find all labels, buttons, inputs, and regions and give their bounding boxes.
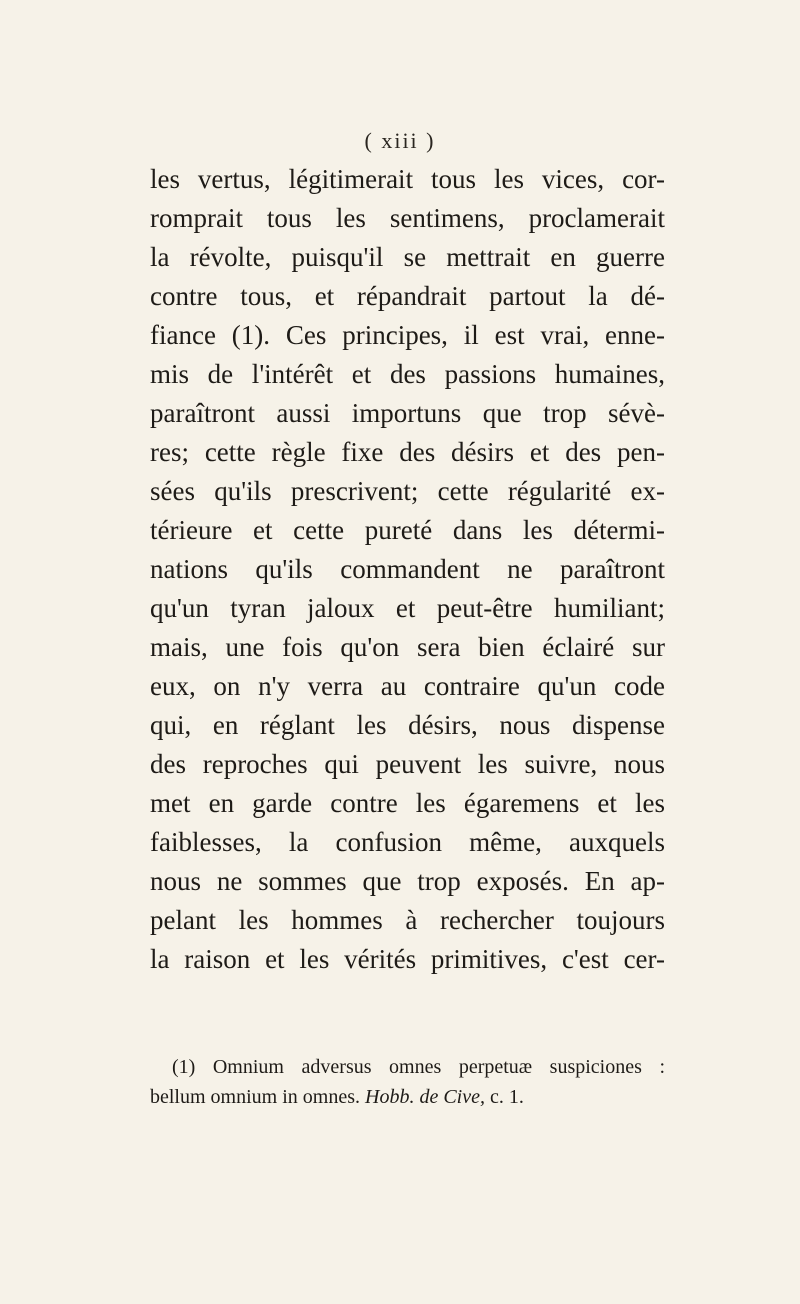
text-line: romprait tous les sentimens, proclamerait — [150, 203, 665, 233]
text-line: les vertus, légitimerait tous les vices, cor- — [150, 164, 665, 194]
text-line: des reproches qui peuvent les suivre, nous — [150, 749, 665, 779]
text-line: pelant les hommes à rechercher toujours — [150, 905, 665, 935]
page-number: ( xiii ) — [364, 128, 436, 153]
text-line: res; cette règle fixe des désirs et des pen- — [150, 437, 665, 467]
text-line: nations qu'ils commandent ne paraîtront — [150, 554, 665, 584]
footnote-text: bellum omnium in omnes. — [150, 1086, 360, 1108]
text-line: térieure et cette pureté dans les détermi- — [150, 515, 665, 545]
text-line: sées qu'ils prescrivent; cette régularité ex- — [150, 476, 665, 506]
text-line: fiance (1). Ces principes, il est vrai, enne- — [150, 320, 665, 350]
text-line: mais, une fois qu'on sera bien éclairé sur — [150, 632, 665, 662]
body-text — [150, 160, 665, 979]
footnote — [150, 1052, 665, 1112]
text-line: qu'un tyran jaloux et peut-être humiliant; — [150, 593, 665, 623]
text-line: nous ne sommes que trop exposés. En ap- — [150, 866, 665, 896]
text-line: faiblesses, la confusion même, auxquels — [150, 827, 665, 857]
text-line: la révolte, puisqu'il se mettrait en guerre — [150, 242, 665, 272]
text-line: contre tous, et répandrait partout la dé- — [150, 281, 665, 311]
text-line: la raison et les vérités primitives, c'est cer- — [150, 944, 665, 974]
footnote-line: (1) Omnium adversus omnes perpetuæ suspiciones : — [172, 1056, 665, 1078]
footnote-citation: Hobb. de Cive, — [365, 1086, 485, 1108]
footnote-line — [150, 1082, 665, 1112]
text-line: met en garde contre les égaremens et les — [150, 788, 665, 818]
text-line: qui, en réglant les désirs, nous dispense — [150, 710, 665, 740]
text-line: eux, on n'y verra au contraire qu'un code — [150, 671, 665, 701]
text-line: paraîtront aussi importuns que trop sévè- — [150, 398, 665, 428]
footnote-chapter: c. 1. — [489, 1086, 524, 1108]
text-line: mis de l'intérêt et des passions humaines, — [150, 359, 665, 389]
